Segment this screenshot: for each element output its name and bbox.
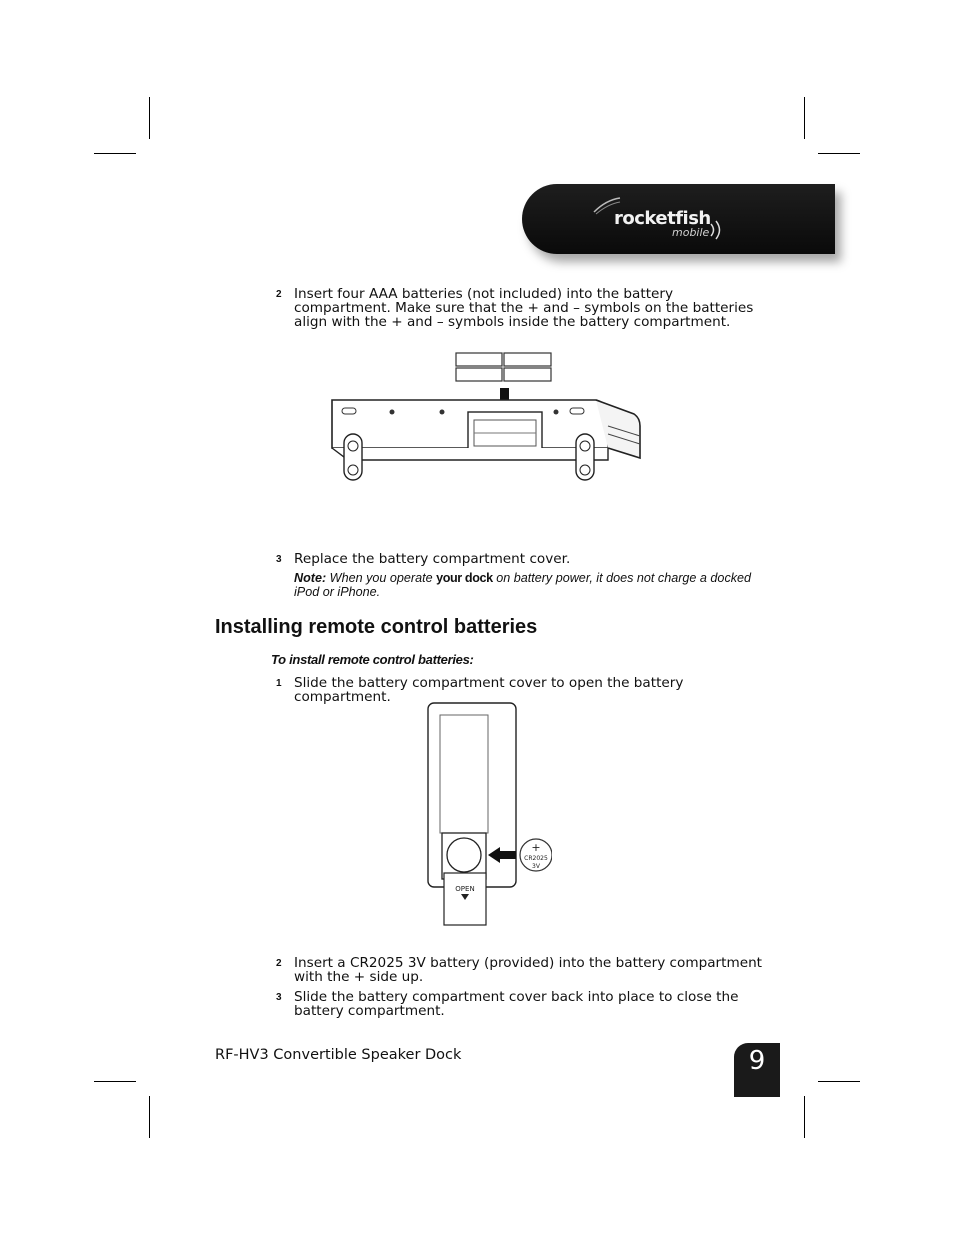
note	[294, 571, 764, 599]
crop-mark	[94, 153, 136, 154]
brand-logo: rocketfish	[614, 208, 711, 229]
crop-mark	[149, 1096, 150, 1138]
step-number: 3	[276, 992, 282, 1003]
step-text: Slide the battery compartment cover back into place to close the battery compartment.	[294, 989, 739, 1019]
note-emphasis: your dock	[436, 571, 493, 585]
step-number: 1	[276, 678, 282, 689]
step-number: 3	[276, 554, 282, 565]
procedure-heading: To install remote control batteries:	[271, 652, 474, 667]
step-number: 2	[276, 289, 282, 300]
dock-battery-illustration	[318, 348, 652, 524]
footer-title: RF-HV3 Convertible Speaker Dock	[215, 1047, 462, 1063]
wireless-waves-icon	[708, 218, 728, 242]
open-label: OPEN	[455, 885, 475, 893]
battery-model: CR2025	[524, 855, 548, 862]
crop-mark	[804, 1096, 805, 1138]
page-number: 9	[734, 1043, 780, 1097]
crop-mark	[149, 97, 150, 139]
step-text: Slide the battery compartment cover to open the battery compartment.	[294, 675, 684, 705]
note-label: Note:	[294, 571, 327, 585]
crop-mark	[818, 1081, 860, 1082]
crop-mark	[94, 1081, 136, 1082]
remote-battery-illustration	[424, 701, 552, 927]
crop-mark	[804, 97, 805, 139]
brand-logo-sub: mobile	[672, 226, 710, 239]
battery-plus: +	[531, 841, 541, 854]
section-heading: Installing remote control batteries	[215, 616, 538, 638]
step-text: Insert four AAA batteries (not included) into the battery compartment. Make sure that the + and – symbols on the batteries align with the + and – symbols inside the battery compartment.	[294, 286, 754, 330]
brand-logo-tab	[522, 184, 835, 254]
crop-mark	[818, 153, 860, 154]
note-text: When you operate	[326, 571, 437, 585]
note-text: on battery power, it does not charge a docked iPod or iPhone.	[294, 571, 752, 599]
step-text: Replace the battery compartment cover.	[294, 551, 571, 567]
battery-voltage: 3V	[532, 863, 540, 870]
step-number: 2	[276, 958, 282, 969]
step-text: Insert a CR2025 3V battery (provided) into the battery compartment with the + side up.	[294, 955, 763, 985]
